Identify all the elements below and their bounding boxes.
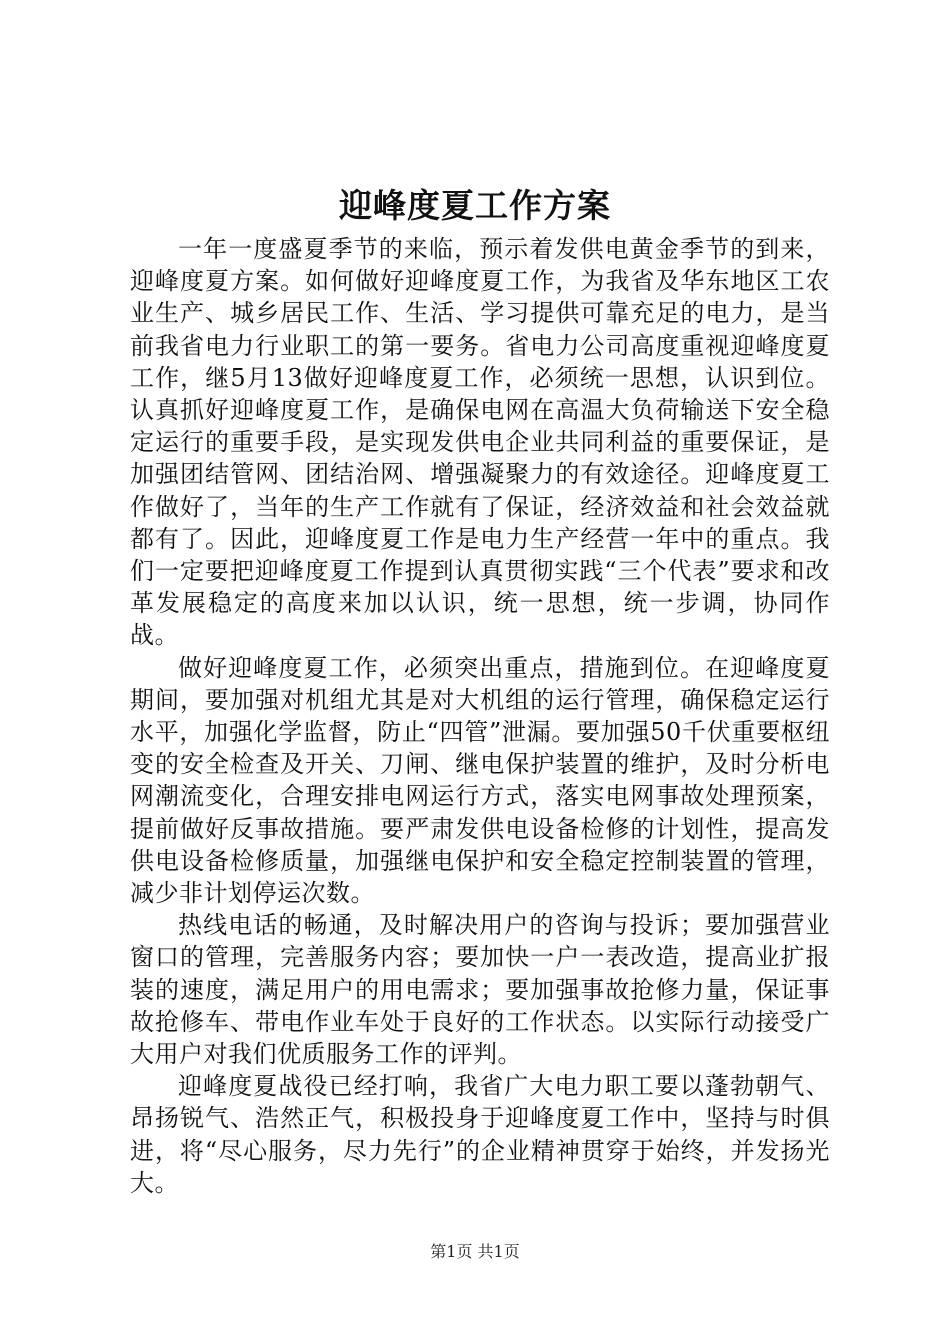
page-footer: 第1页 共1页	[430, 1242, 520, 1261]
document-title: 迎峰度夏工作方案	[339, 186, 611, 225]
paragraph-2: 做好迎峰度夏工作，必须突出重点，措施到位。在迎峰度夏期间，要加强对机组尤其是对大机组的运行管理，确保稳定运行水平，加强化学监督，防止“四管”泄漏。要加强50千伏重要枢纽变的安全检查及开关、刀闸、继电保护装置的维护，及时分析电网潮流变化，合理安排电网运行方式，落实电网事故处理预案，提前做好反事故措施。要严肃发供电设备检修的计划性，提高发供电设备检修质量，加强继电保护和安全稳定控制装置的管理，减少非计划停运次数。	[130, 653, 830, 908]
paragraph-3: 热线电话的畅通，及时解决用户的咨询与投诉；要加强营业窗口的管理，完善服务内容；要加快一户一表改造，提高业扩报装的速度，满足用户的用电需求；要加强事故抢修力量，保证事故抢修车、带电作业车处于良好的工作状态。以实际行动接受广大用户对我们优质服务工作的评判。	[130, 911, 830, 1069]
document-body	[130, 233, 830, 1199]
paragraph-4: 迎峰度夏战役已经打响，我省广大电力职工要以蓬勃朝气、昂扬锐气、浩然正气，积极投身于迎峰度夏工作中，坚持与时俱进，将“尽心服务，尽力先行”的企业精神贯穿于始终，并发扬光大。	[130, 1072, 830, 1197]
paragraph-1: 一年一度盛夏季节的来临，预示着发供电黄金季节的到来，迎峰度夏方案。如何做好迎峰度夏工作，为我省及华东地区工农业生产、城乡居民工作、生活、学习提供可靠充足的电力，是当前我省电力行业职工的第一要务。省电力公司高度重视迎峰度夏工作，继5月13做好迎峰度夏工作，必须统一思想，认识到位。认真抓好迎峰度夏工作，是确保电网在高温大负荷输送下安全稳定运行的重要手段，是实现发供电企业共同利益的重要保证，是加强团结管网、团结治网、增强凝聚力的有效途径。迎峰度夏工作做好了，当年的生产工作就有了保证，经济效益和社会效益就都有了。因此，迎峰度夏工作是电力生产经营一年中的重点。我们一定要把迎峰度夏工作提到认真贯彻实践“三个代表”要求和改革发展稳定的高度来加以认识，统一思想，统一步调，协同作战。	[130, 235, 830, 650]
